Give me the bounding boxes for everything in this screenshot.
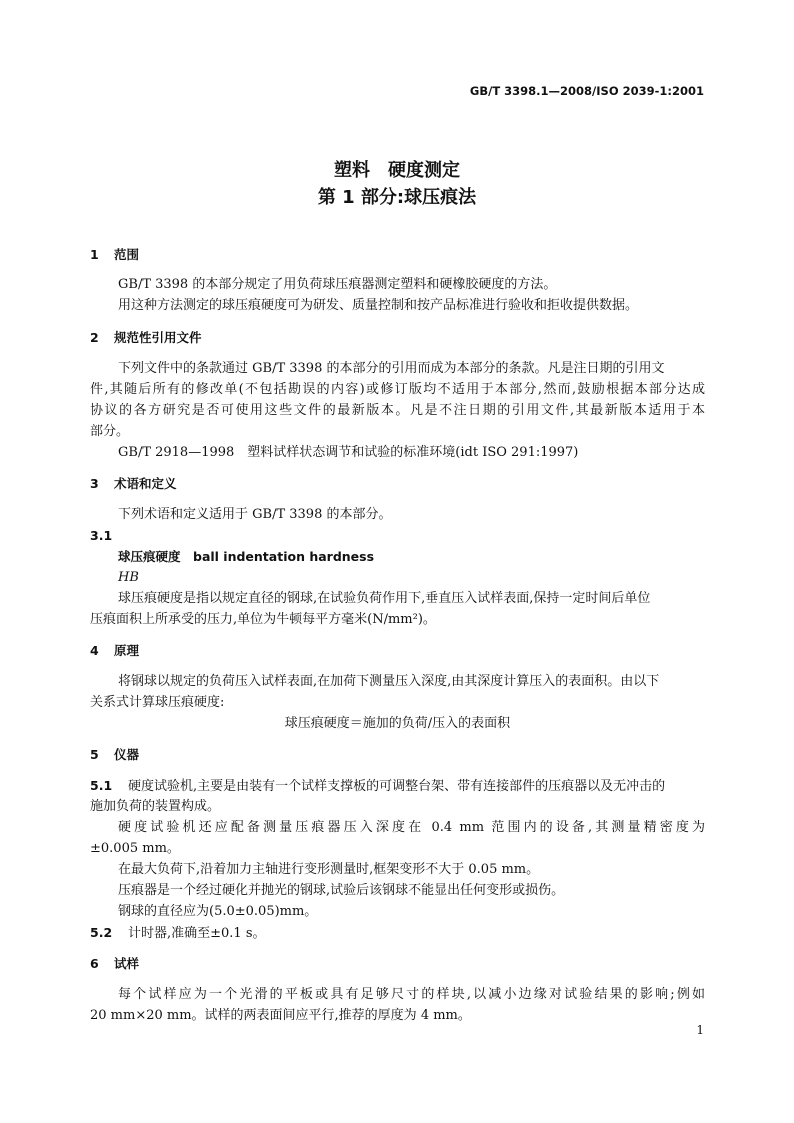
subsection-3-1-number: 3.1 [90, 528, 113, 543]
formula: 球压痕硬度＝施加的负荷/压入的表面积 [284, 716, 511, 731]
document-title: 塑料 硬度测定 [334, 160, 460, 181]
paragraph: 钢球的直径应为(5.0±0.05)mm。 [118, 904, 318, 919]
paragraph-line: 下列文件中的条款通过 GB/T 3398 的本部分的引用而成为本部分的条款。凡是注日期的引用文 [118, 361, 665, 376]
paragraph-line: 协议的各方研究是否可使用这些文件的最新版本。凡是不注日期的引用文件,其最新版本适用于本 [90, 403, 705, 418]
subsection-5-2: 5.2 计时器,准确至±0.1 s。 [90, 925, 266, 941]
paragraph-line: ±0.005 mm。 [90, 841, 180, 856]
paragraph-line: 球压痕硬度是指以规定直径的钢球,在试验负荷作用下,垂直压入试样表面,保持一定时间后单位 [118, 591, 651, 606]
paragraph: 在最大负荷下,沿着加力主轴进行变形测量时,框架变形不大于 0.05 mm。 [118, 862, 540, 877]
paragraph-line: 将钢球以规定的负荷压入试样表面,在加荷下测量压入深度,由其深度计算压入的表面积。由以下 [118, 674, 660, 689]
paragraph-line: 关系式计算球压痕硬度: [90, 695, 225, 710]
paragraph-line: 压痕面积上所承受的压力,单位为牛顿每平方毫米(N/mm²)。 [90, 612, 436, 627]
paragraph: GB/T 3398 的本部分规定了用负荷球压痕器测定塑料和硬橡胶硬度的方法。 [118, 277, 557, 292]
section-6-heading: 6 试样 [90, 956, 140, 971]
paragraph: 用这种方法测定的球压痕硬度可为研发、质量控制和按产品标准进行验收和拒收提供数据。 [118, 298, 639, 313]
term-heading: 球压痕硬度 ball indentation hardness [118, 549, 375, 564]
document-subtitle: 第 1 部分:球压痕法 [317, 187, 477, 208]
page-number: 1 [696, 1023, 704, 1037]
subsection-5-1: 5.1 硬度试验机,主要是由装有一个试样支撑板的可调整台架、带有连接部件的压痕器以及无冲击的 [90, 778, 666, 794]
paragraph-line: 20 mm×20 mm。试样的两表面间应平行,推荐的厚度为 4 mm。 [90, 1008, 471, 1023]
standard-code: GB/T 3398.1—2008/ISO 2039-1:2001 [469, 84, 704, 98]
paragraph: 下列术语和定义适用于 GB/T 3398 的本部分。 [118, 507, 392, 522]
paragraph-line: 部分。 [90, 424, 130, 439]
section-5-heading: 5 仪器 [90, 747, 140, 762]
normative-reference: GB/T 2918—1998 塑料试样状态调节和试验的标准环境(idt ISO 291:1997) [118, 445, 579, 460]
paragraph-line: 每个试样应为一个光滑的平板或具有足够尺寸的样块,以减小边缘对试验结果的影响;例如 [118, 987, 705, 1002]
section-3-heading: 3 术语和定义 [90, 476, 177, 491]
term-symbol: HB [118, 570, 139, 585]
section-2-heading: 2 规范性引用文件 [90, 330, 202, 345]
section-4-heading: 4 原理 [90, 643, 140, 658]
paragraph-line: 硬度试验机还应配备测量压痕器压入深度在 0.4 mm 范围内的设备,其测量精密度为 [118, 820, 705, 835]
paragraph-line: 件,其随后所有的修改单(不包括勘误的内容)或修订版均不适用于本部分,然而,鼓励根据本部分达成 [90, 382, 705, 397]
paragraph-line: 施加负荷的装置构成。 [90, 799, 221, 814]
paragraph: 压痕器是一个经过硬化并抛光的钢球,试验后该钢球不能显出任何变形或损伤。 [118, 883, 565, 898]
section-1-heading: 1 范围 [90, 247, 140, 262]
